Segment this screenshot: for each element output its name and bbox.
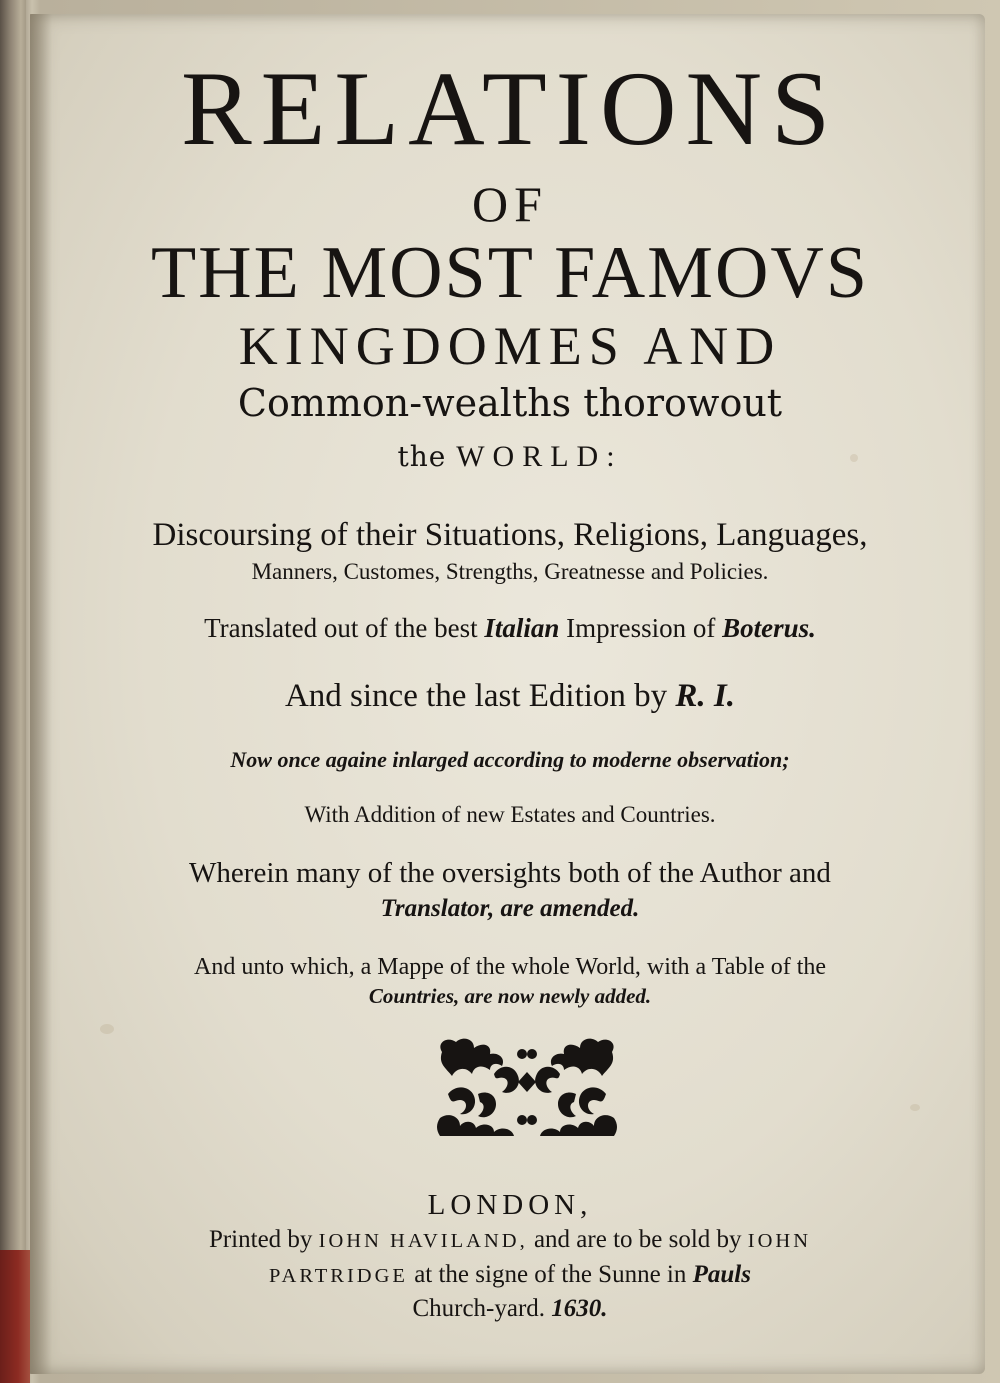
imprint-printed-by: Printed by: [208, 1226, 319, 1253]
imprint-year: 1630.: [551, 1295, 608, 1322]
imprint-signe: at the signe of the Sunne in: [407, 1261, 693, 1288]
title-of: OF: [472, 176, 548, 232]
title-world-prefix: the: [397, 440, 457, 473]
mappe-line: And unto which, a Mappe of the whole World, with a Table of the: [193, 954, 827, 980]
translator-amended: are amended.: [494, 895, 640, 922]
title-page-text: [30, 14, 985, 1374]
countries-added: are now newly added.: [459, 984, 652, 1008]
translated-boterus: Boterus.: [722, 613, 816, 643]
edition-text: And since the last Edition by: [284, 678, 676, 714]
subtitle-discoursing: Discoursing of their Situations, Religions, Languages,: [152, 517, 868, 553]
title-kingdomes: KINGDOMES AND: [238, 316, 782, 376]
imprint-church-line: [70, 1296, 950, 1321]
imprint-churchyard: Church-yard.: [412, 1295, 552, 1322]
translated-text-b: Impression of: [559, 613, 723, 643]
title-common-wealths: Common-wealths thorowout: [237, 381, 783, 425]
wherein-line: Wherein many of the oversights both of the Author and: [189, 857, 831, 889]
translator-word: Translator,: [380, 895, 495, 922]
title-world-line: [70, 442, 950, 472]
imprint-printed-line: [70, 1227, 950, 1252]
imprint-printer-name: IOHN HAVILAND,: [318, 1230, 528, 1252]
countries-word: Countries,: [368, 984, 460, 1008]
book-binding-edge: [0, 0, 26, 1383]
edition-initials: R. I.: [675, 678, 736, 714]
translated-italian: Italian: [484, 613, 560, 643]
subtitle-manners: Manners, Customes, Strengths, Greatnesse and Policies.: [251, 559, 769, 584]
addition-line: With Addition of new Estates and Countries.: [304, 802, 716, 827]
edition-line: [70, 680, 950, 713]
translated-line: [70, 615, 950, 642]
imprint-pauls: Pauls: [692, 1261, 751, 1288]
translator-line: [70, 896, 950, 921]
imprint-london: LONDON,: [427, 1189, 593, 1221]
translated-text-a: Translated out of the best: [204, 613, 485, 643]
printers-ornament-icon: [434, 1034, 620, 1140]
imprint-seller-first-name: IOHN: [747, 1230, 812, 1252]
book-binding-red-cover: [0, 1250, 30, 1383]
countries-line: [70, 986, 950, 1007]
imprint-sold-by: and are to be sold by: [527, 1226, 748, 1253]
main-title-relations: RELATIONS: [180, 50, 840, 167]
title-world-caps: WORLD:: [456, 440, 623, 473]
imprint-partridge-line: [70, 1262, 950, 1287]
title-most-famous: THE MOST FAMOVS: [150, 232, 870, 314]
imprint-seller-surname: PARTRIDGE: [269, 1265, 408, 1287]
enlarged-line: Now once againe inlarged according to moderne observation;: [230, 747, 790, 772]
title-page: [30, 14, 985, 1374]
